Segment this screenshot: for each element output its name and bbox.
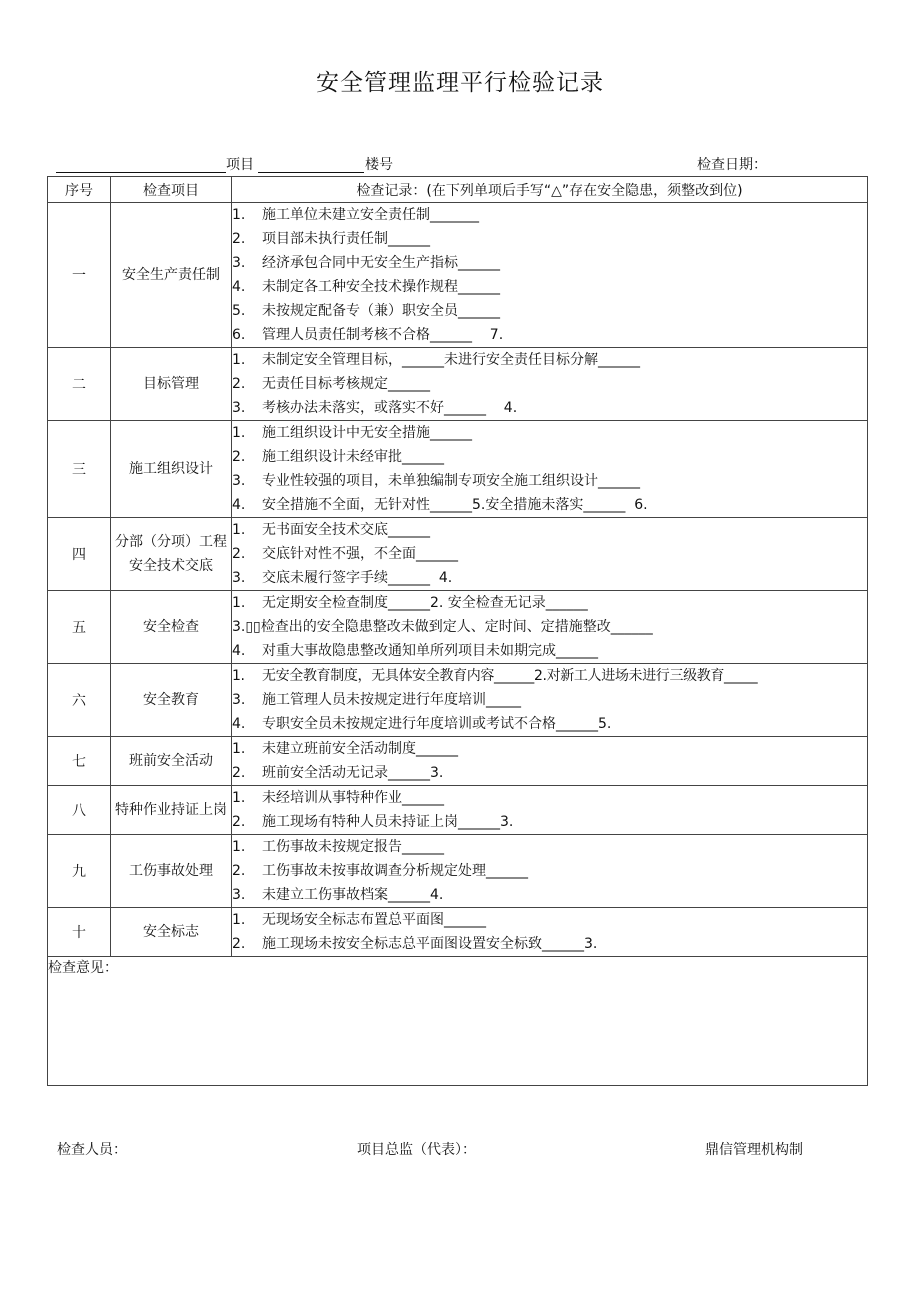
check-item-number: 1. [232, 839, 246, 855]
row-number: 八 [48, 786, 111, 835]
check-item-text: 未制定各工种安全技术操作规程______ [262, 279, 500, 295]
check-item-number: 4. [232, 643, 246, 659]
table-row [48, 664, 868, 737]
check-item-text: 无定期安全检查制度______2. 安全检查无记录______ [262, 595, 588, 611]
building-number-blank[interactable] [258, 172, 364, 173]
project-name-blank[interactable] [56, 172, 226, 173]
check-item-text: 施工现场有特种人员未持证上岗______3. [262, 814, 514, 830]
check-item-number: 6. [232, 327, 246, 343]
row-number: 七 [48, 737, 111, 786]
chief-supervisor-label: 项目总监（代表）： [357, 1142, 476, 1158]
row-category: 安全教育 [111, 664, 232, 737]
check-item-number: 2. [232, 546, 246, 562]
row-category: 特种作业持证上岗 [111, 786, 232, 835]
check-item[interactable] [232, 227, 867, 251]
check-item[interactable] [232, 615, 867, 639]
opinion-row [48, 957, 868, 1086]
check-item[interactable] [232, 908, 867, 932]
check-item-number: 2. [232, 814, 246, 830]
row-number: 九 [48, 835, 111, 908]
check-item-number: 1. [232, 912, 246, 928]
column-header-number: 序号 [48, 177, 111, 203]
project-label: 项目 [226, 157, 254, 173]
row-category: 安全生产责任制 [111, 203, 232, 348]
check-item[interactable] [232, 761, 867, 785]
table-row [48, 835, 868, 908]
row-number: 二 [48, 348, 111, 421]
check-item[interactable] [232, 883, 867, 907]
check-item-number: 3. [232, 400, 246, 416]
check-item[interactable] [232, 810, 867, 834]
check-item[interactable] [232, 275, 867, 299]
check-item-text: 管理人员责任制考核不合格______ 7. [262, 327, 504, 343]
page-title: 安全管理监理平行检验记录 [316, 70, 604, 96]
table-row [48, 786, 868, 835]
check-item-text: 无书面安全技术交底______ [262, 522, 430, 538]
check-item-number: 2. [232, 449, 246, 465]
row-check-items [232, 835, 868, 908]
check-item-number: 1. [232, 741, 246, 757]
check-item-text: 无安全教育制度，无具体安全教育内容______2.对新工人进场未进行三级教育_____ [262, 668, 758, 684]
row-category: 目标管理 [111, 348, 232, 421]
row-number: 三 [48, 421, 111, 518]
check-item-number: 1. [232, 522, 246, 538]
check-item-text: 未经培训从事特种作业______ [262, 790, 444, 806]
row-category: 安全检查 [111, 591, 232, 664]
check-item[interactable] [232, 688, 867, 712]
check-item-text: 无责任目标考核规定______ [262, 376, 430, 392]
check-item-text: 未建立班前安全活动制度______ [262, 741, 458, 757]
check-item[interactable] [232, 712, 867, 736]
check-item[interactable] [232, 518, 867, 542]
check-item[interactable] [232, 445, 867, 469]
check-item-text: 项目部未执行责任制______ [262, 231, 430, 247]
check-item-number: 4. [232, 716, 246, 732]
table-header-row [48, 177, 868, 203]
check-item-number: 2. [232, 376, 246, 392]
check-item-number: 3. [232, 887, 246, 903]
check-item-number: 1. [232, 595, 246, 611]
inspector-label: 检查人员： [57, 1142, 127, 1158]
check-item[interactable] [232, 786, 867, 810]
column-header-record: 检查记录：(在下列单项后手写“△”存在安全隐患，须整改到位) [232, 177, 868, 203]
check-item-text: 安全措施不全面，无针对性______5.安全措施未落实______ 6. [262, 497, 648, 513]
building-label: 楼号 [365, 157, 393, 173]
table-row [48, 908, 868, 957]
check-item-number: 1. [232, 790, 246, 806]
check-item-text: 3.▯▯检查出的安全隐患整改未做到定人、定时间、定措施整改______ [232, 619, 653, 635]
check-item-number: 2. [232, 863, 246, 879]
row-number: 十 [48, 908, 111, 957]
check-item-number: 1. [232, 668, 245, 684]
check-item[interactable] [232, 396, 867, 420]
check-item[interactable] [232, 932, 867, 956]
row-check-items [232, 908, 868, 957]
row-check-items [232, 737, 868, 786]
check-item-text: 未按规定配备专（兼）职安全员______ [262, 303, 500, 319]
check-item-text: 工伤事故未按事故调查分析规定处理______ [262, 863, 528, 879]
check-item-number: 2. [232, 765, 246, 781]
check-item[interactable] [232, 372, 867, 396]
check-item-text: 考核办法未落实，或落实不好______ 4. [262, 400, 518, 416]
row-check-items [232, 348, 868, 421]
check-item-number: 4. [232, 279, 246, 295]
check-item-text: 施工现场未按安全标志总平面图设置安全标致______3. [262, 936, 598, 952]
row-category: 工伤事故处理 [111, 835, 232, 908]
check-item[interactable] [232, 421, 867, 445]
check-item[interactable] [232, 664, 867, 688]
inspection-table [47, 176, 868, 1086]
check-item-text: 专业性较强的项目，未单独编制专项安全施工组织设计______ [262, 473, 640, 489]
check-item-number: 3. [232, 570, 246, 586]
check-item[interactable] [232, 566, 867, 590]
check-item-text: 交底未履行签字手续______ 4. [262, 570, 453, 586]
row-number: 五 [48, 591, 111, 664]
check-item-text: 专职安全员未按规定进行年度培训或考试不合格______5. [262, 716, 612, 732]
check-item[interactable] [232, 835, 867, 859]
opinion-field[interactable] [48, 957, 868, 1086]
check-item-text: 交底针对性不强，不全面______ [262, 546, 458, 562]
check-item-text: 施工单位未建立安全责任制_______ [262, 207, 479, 223]
check-item[interactable] [232, 737, 867, 761]
table-row [48, 518, 868, 591]
check-item-text: 无现场安全标志布置总平面图______ [262, 912, 486, 928]
check-item[interactable] [232, 493, 867, 517]
opinion-label: 检查意见： [48, 960, 118, 976]
check-item[interactable] [232, 323, 867, 347]
check-item-text: 未建立工伤事故档案______4. [262, 887, 444, 903]
check-item-text: 施工组织设计中无安全措施______ [262, 425, 472, 441]
check-item-text: 工伤事故未按规定报告______ [262, 839, 444, 855]
row-check-items [232, 786, 868, 835]
check-item[interactable] [232, 251, 867, 275]
check-item-text: 经济承包合同中无安全生产指标______ [262, 255, 500, 271]
row-category: 分部（分项）工程安全技术交底 [111, 518, 232, 591]
check-item-text: 未制定安全管理目标，______未进行安全责任目标分解______ [262, 352, 640, 368]
check-item-number: 3. [232, 692, 246, 708]
check-item[interactable] [232, 348, 867, 372]
check-item-number: 2. [232, 936, 246, 952]
table-row [48, 421, 868, 518]
row-check-items [232, 203, 868, 348]
row-check-items [232, 591, 868, 664]
check-item[interactable] [232, 469, 867, 493]
row-check-items [232, 421, 868, 518]
row-category: 安全标志 [111, 908, 232, 957]
check-item-number: 1. [232, 207, 246, 223]
table-row [48, 591, 868, 664]
check-item[interactable] [232, 591, 867, 615]
row-number: 四 [48, 518, 111, 591]
column-header-category: 检查项目 [111, 177, 232, 203]
check-item[interactable] [232, 203, 867, 227]
check-item-number: 3. [232, 473, 246, 489]
table-row [48, 348, 868, 421]
check-item-text: 施工组织设计未经审批______ [262, 449, 444, 465]
check-item[interactable] [232, 639, 867, 663]
row-category: 班前安全活动 [111, 737, 232, 786]
check-item-number: 5. [232, 303, 246, 319]
row-number: 六 [48, 664, 111, 737]
check-item-number: 3. [232, 255, 246, 271]
check-item-text: 对重大事故隐患整改通知单所列项目未如期完成______ [262, 643, 598, 659]
row-check-items [232, 664, 868, 737]
check-item[interactable] [232, 299, 867, 323]
check-item-text: 施工管理人员未按规定进行年度培训_____ [262, 692, 521, 708]
row-check-items [232, 518, 868, 591]
maker-label: 鼎信管理机构制 [705, 1142, 803, 1158]
table-row [48, 737, 868, 786]
check-item-number: 2. [232, 231, 246, 247]
check-item[interactable] [232, 542, 867, 566]
check-item-text: 班前安全活动无记录______3. [262, 765, 444, 781]
inspection-date-label: 检查日期： [697, 157, 767, 173]
table-row [48, 203, 868, 348]
check-item[interactable] [232, 859, 867, 883]
check-item-number: 4. [232, 497, 246, 513]
row-category: 施工组织设计 [111, 421, 232, 518]
row-number: 一 [48, 203, 111, 348]
check-item-number: 1. [232, 425, 246, 441]
check-item-number: 1. [232, 352, 246, 368]
